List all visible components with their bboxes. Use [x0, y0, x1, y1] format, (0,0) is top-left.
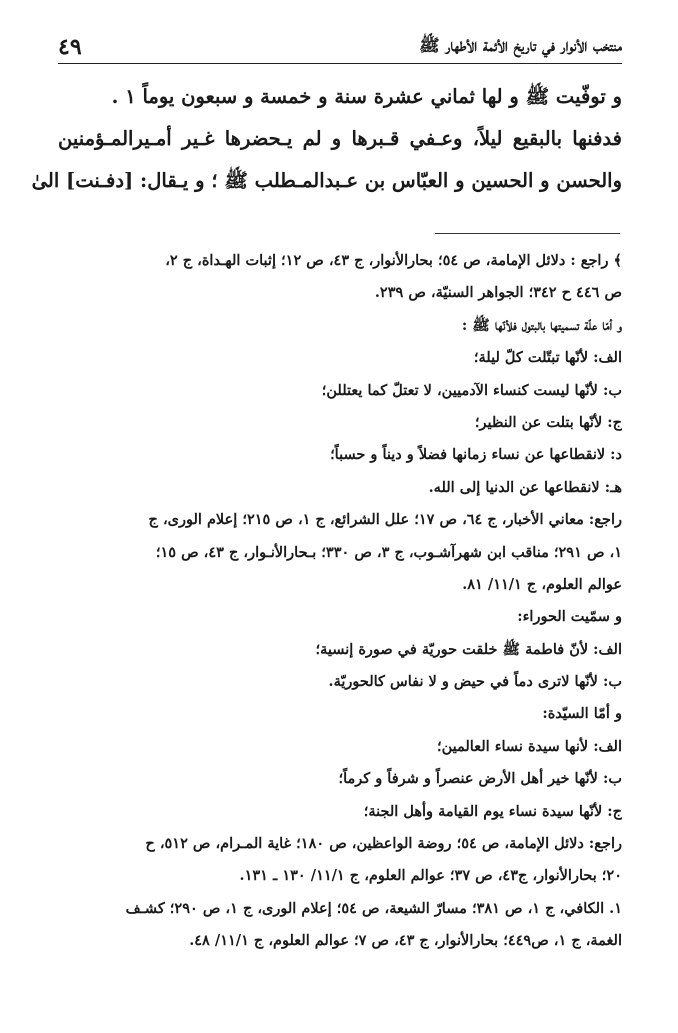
footnote-line: ص ٤٤٦ ح ٣٤٢؛ الجواهر السنيّة، ص ٢٣٩. — [374, 284, 622, 302]
footnote-line: هـ: لانقطاعها عن الدنيا إلى الله. — [428, 478, 622, 496]
main-line: و توفّيت ﷺ و لها ثماني عشرة سنة و خمسة و سبعون يوماً ١ . — [111, 85, 622, 108]
footnote-separator — [435, 233, 620, 234]
footnote-line: عوالم العلوم، ج ١١/١/ ٨١. — [462, 575, 622, 593]
footnote-line: ١. الكافي، ج ١، ص ٣٨١؛ مسارّ الشيعة، ص ٥٤؛ إعلام الورى، ج ١، ص ٢٩٠؛ كشـف — [125, 899, 622, 917]
footnotes — [58, 245, 622, 958]
footnote-line: ب: لأنّها ليست كنساء الآدميين، لا تعتلّ كما يعتللن؛ — [321, 381, 622, 399]
footnote-line: و أمّا السيّدة: — [542, 705, 622, 723]
footnote-line: الغمة، ج ١، ص٤٤٩؛ بحارالأنوار، ج ٤٣، ص ٧؛ عوالم العلوم، ج ١١/١/ ٤٨. — [189, 932, 622, 950]
page-header — [58, 30, 622, 64]
footnote-line: ج: لأنّها سيدة نساء يوم القيامة وأهل الجنة؛ — [363, 802, 622, 820]
main-line: فدفنها بالبقيع ليلاً، وعـفي قـبرها و لم يـحضرها غـير أمـيرالمـؤمنين — [58, 127, 622, 150]
footnote-line: ب: لأنّها لاترى دماً في حيض و لا نفاس كالحوريّة. — [328, 673, 622, 691]
footnote-line: الف: لأنّها تبتّلت كلّ ليلة؛ — [473, 349, 622, 367]
footnote-line: ﴾ راجع : دلائل الإمامة، ص ٥٤؛ بحارالأنوار، ج ٤٣، ص ١٢؛ إثبات الهـداة، ج ٢، — [165, 252, 622, 269]
footnote-line: ج: لأنّها بتلت عن النظير؛ — [474, 413, 622, 431]
footnote-line: راجع: دلائل الإمامة، ص ٥٤؛ روضة الواعظين، ص ١٨٠؛ غاية المـرام، ص ٥١٢، ح — [145, 835, 622, 853]
main-line: والحسن و الحسين و العبّاس بن عـبدالمـطلب ﷺ ؛ و يـقال: [دفـنت] الىٰ — [31, 169, 622, 192]
footnote-line: و سمّيت الحوراء: — [517, 608, 622, 626]
main-text — [31, 76, 622, 202]
footnote-line: و أمّا علّة تسميتها بالبتول فلأنّها ﷺ : — [461, 316, 622, 334]
footnote-line: راجع: معاني الأخبار، ج ٦٤، ص ١٧؛ علل الشرائع، ج ١، ص ٢١٥؛ إعلام الورى، ج — [148, 511, 622, 529]
footnote-line: ب: لأنّها خير أهل الأرض عنصراً و شرفاً و كرماً؛ — [338, 770, 622, 788]
page-number: ٤٩ — [58, 34, 82, 60]
footnote-line: الف: لأنّ فاطمة ﷺ خلقت حوريّة في صورة إنسية؛ — [315, 640, 622, 658]
footnote-line: ١، ص ٢٩١؛ مناقب ابن شهرآشـوب، ج ٣، ص ٣٣٠؛ بـحارالأنـوار، ج ٤٣، ص ١٥؛ — [155, 543, 622, 561]
footnote-line: ٢٠؛ بحارالأنوار، ج٤٣، ص ٣٧؛ عوالم العلوم، ج ١١/١/ ١٣٠ ـ ١٣١. — [239, 867, 622, 885]
footnote-line: الف: لأنها سيدة نساء العالمين؛ — [436, 737, 622, 755]
running-title: منتخب الأنوار في تاريخ الأئمة الأطهار ﷺ — [419, 36, 622, 56]
footnote-line: د: لانقطاعها عن نساء زمانها فضلاً و ديناً و حسباً؛ — [330, 446, 622, 464]
